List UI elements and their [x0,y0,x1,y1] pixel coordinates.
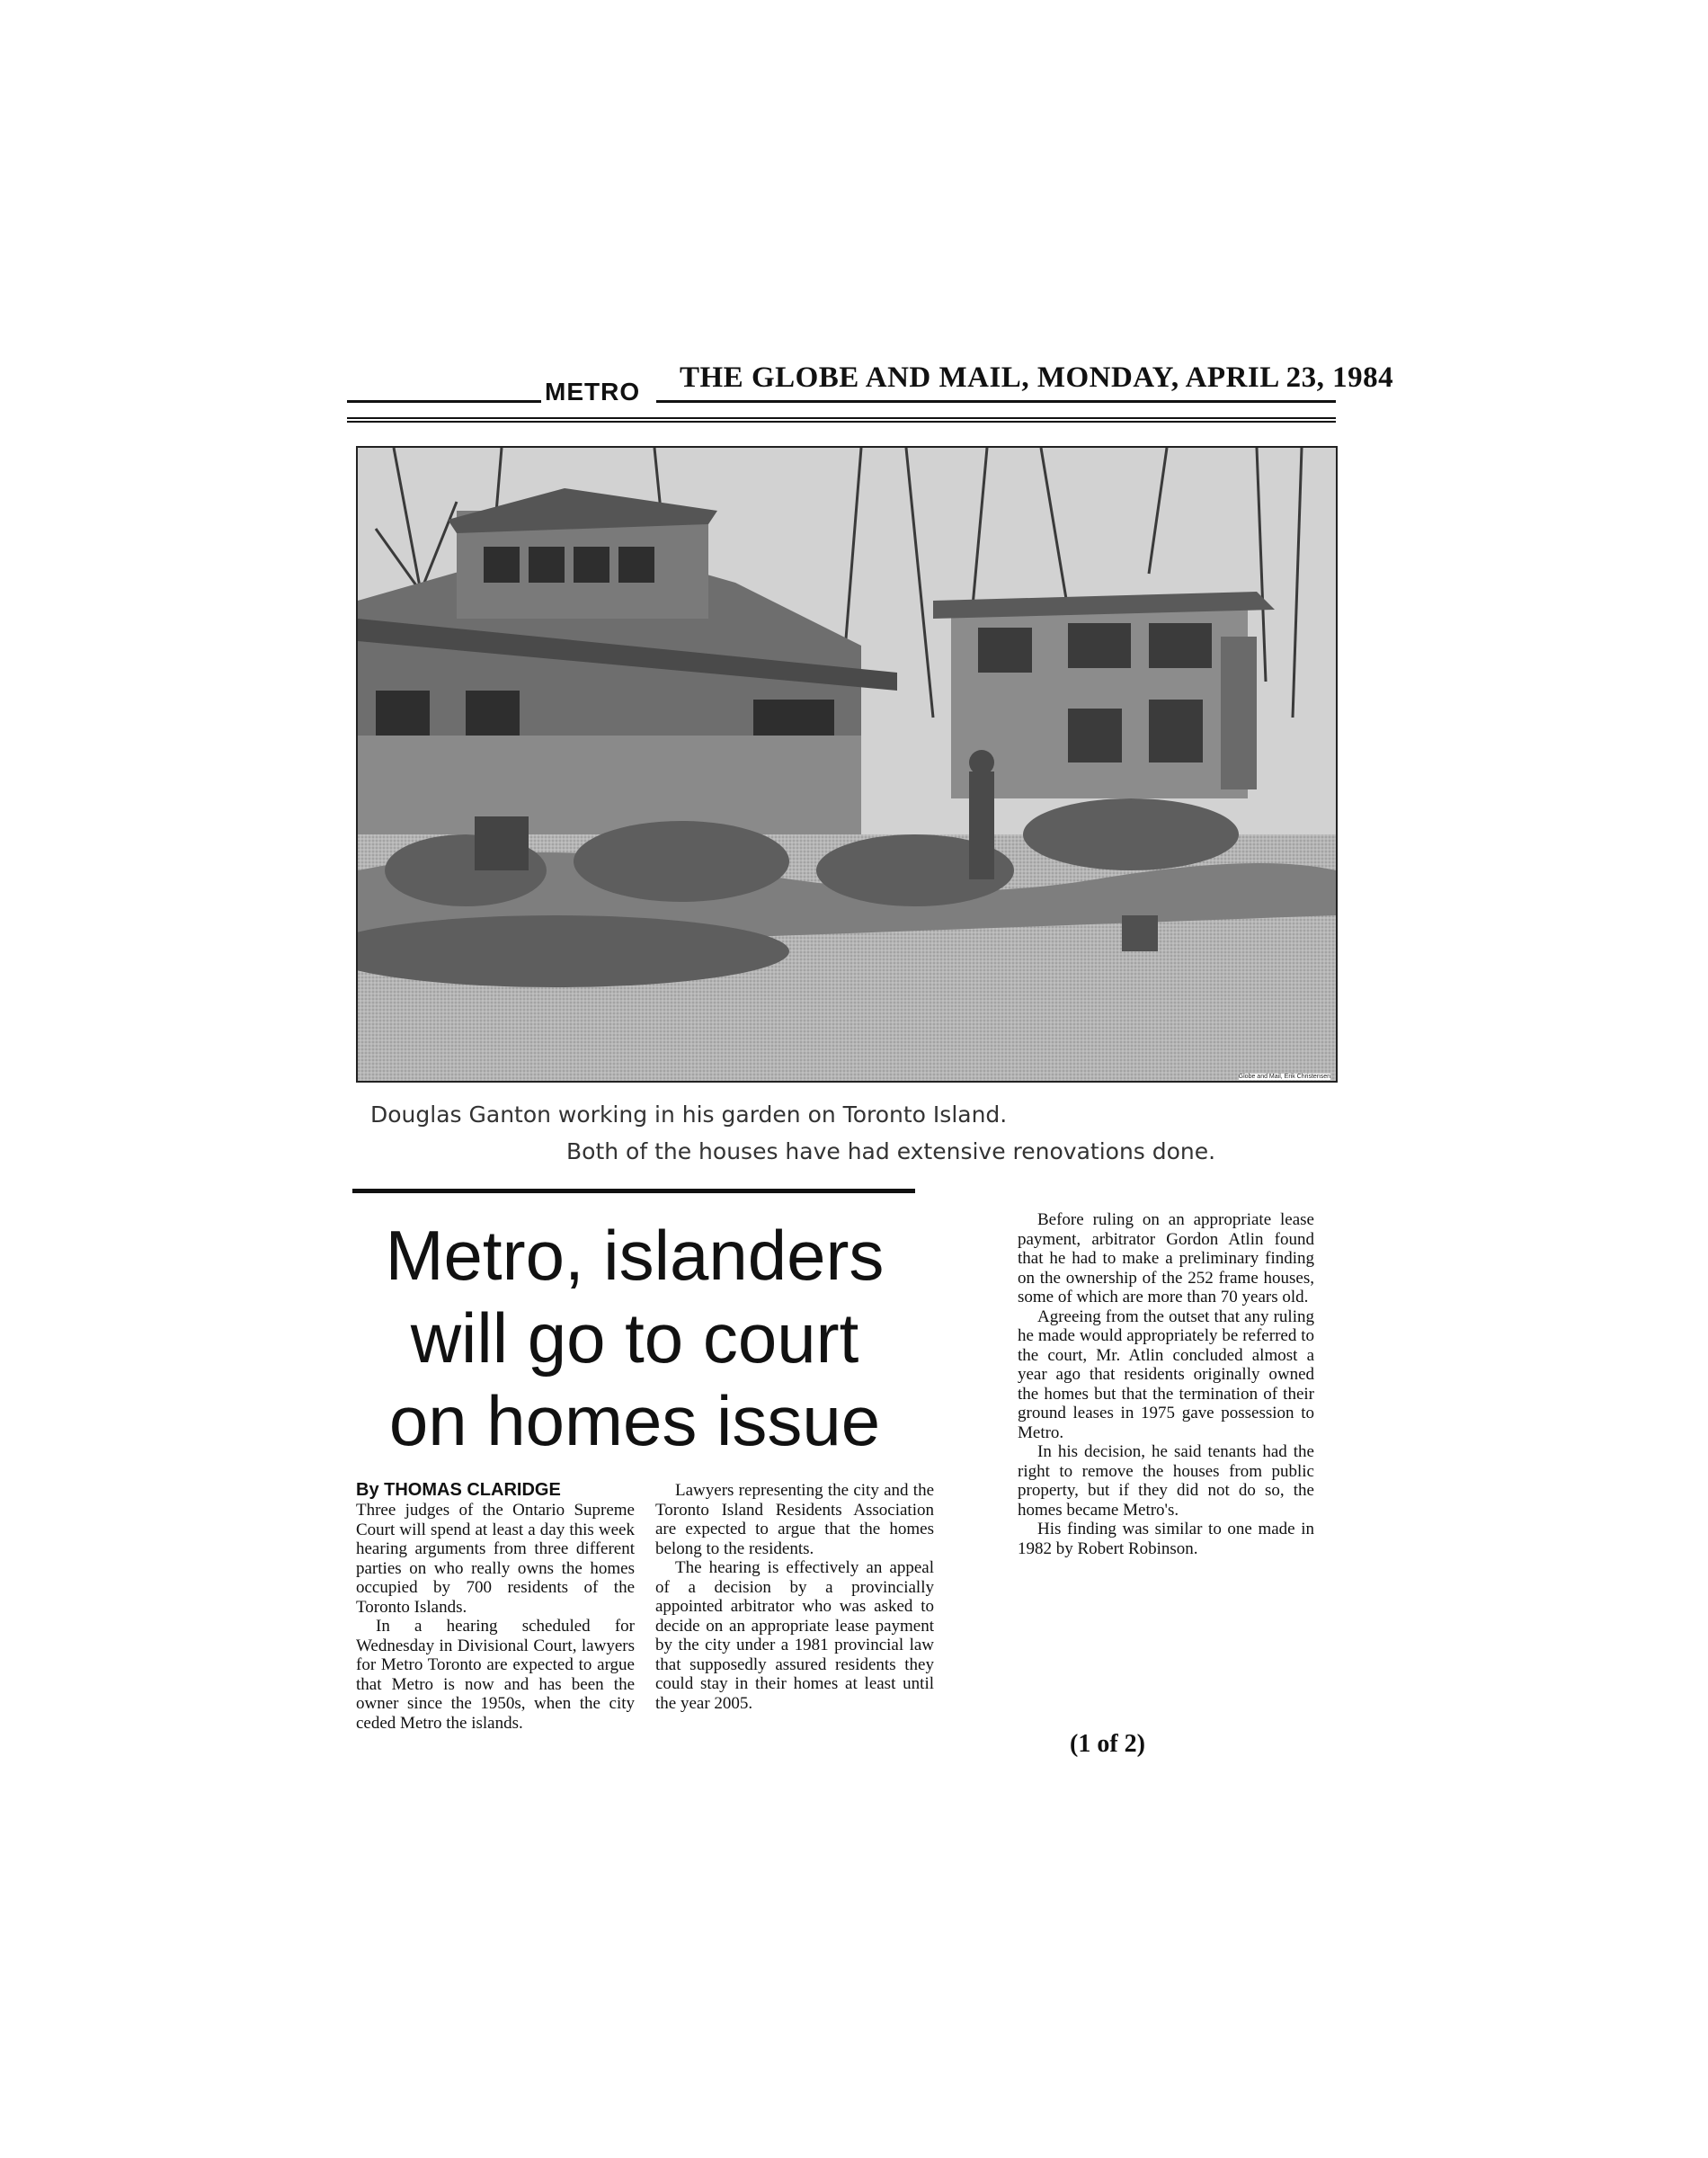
article-column-2 [655,1481,934,1713]
column-3-paragraph: Agreeing from the outset that any ruling he made would appropriately be referred to the court, Mr. Atlin concluded almost a year ago that residents originally owned the homes but that the termination of their ground leases in 1975 gave possession to Metro. [1018,1306,1314,1442]
headline-line-3: on homes issue [388,1381,881,1460]
column-1-paragraph: In a hearing scheduled for Wednesday in Divisional Court, lawyers for Metro Toronto are expected to argue that Metro is now and has been the owner since the 1950s, when the city ceded Metro the islands. [356,1617,635,1733]
column-3-paragraph: His finding was similar to one made in 1982 by Robert Robinson. [1018,1520,1314,1558]
column-2-paragraph: The hearing is effectively an appeal of a decision by a provincially appointed arbitrator who was asked to decide on an appropriate lease payment by the city under a 1981 provincial law that supposedly assured residents they could stay in their homes at least until the year 2005. [655,1558,934,1713]
header-rule-left [347,400,541,403]
section-label: METRO [545,378,641,406]
column-2-paragraph: Lawyers representing the city and the Toronto Island Residents Association are expected to argue that the homes belong to the residents. [655,1481,934,1558]
column-3-paragraph: Before ruling on an appropriate lease payment, arbitrator Gordon Atlin found that he had to make a preliminary finding on the ownership of the 252 frame houses, some of which are more than 70 years old. [1018,1210,1314,1306]
article-column-1 [356,1501,635,1733]
photo-caption-line1: Douglas Ganton working in his garden on Toronto Island. [370,1101,1008,1128]
page-marker: (1 of 2) [1070,1730,1145,1758]
photo-credit: Globe and Mail, Erik Christensen [1238,1074,1330,1080]
photograph [356,446,1338,1083]
header-double-rule [347,417,1336,423]
byline: By THOMAS CLARIDGE [356,1480,561,1500]
headline [338,1214,931,1462]
column-1-paragraph: Three judges of the Ontario Supreme Court will spend at least a day this week hearing arguments from three different parties on who really owns the homes occupied by 700 residents of the Toronto Islands. [356,1501,635,1617]
headline-rule [352,1189,915,1193]
photo-illustration [358,448,1336,1081]
headline-line-2: will go to court [410,1298,859,1378]
header-rule-right [656,400,1336,403]
article-column-3 [1018,1210,1314,1558]
column-3-paragraph: In his decision, he said tenants had the right to remove the houses from public property, but if they did not do so, the homes became Metro's. [1018,1442,1314,1520]
masthead: THE GLOBE AND MAIL, MONDAY, APRIL 23, 1984 [680,361,1394,394]
photo-caption-line2: Both of the houses have had extensive renovations done. [566,1138,1216,1164]
headline-line-1: Metro, islanders [385,1216,885,1295]
